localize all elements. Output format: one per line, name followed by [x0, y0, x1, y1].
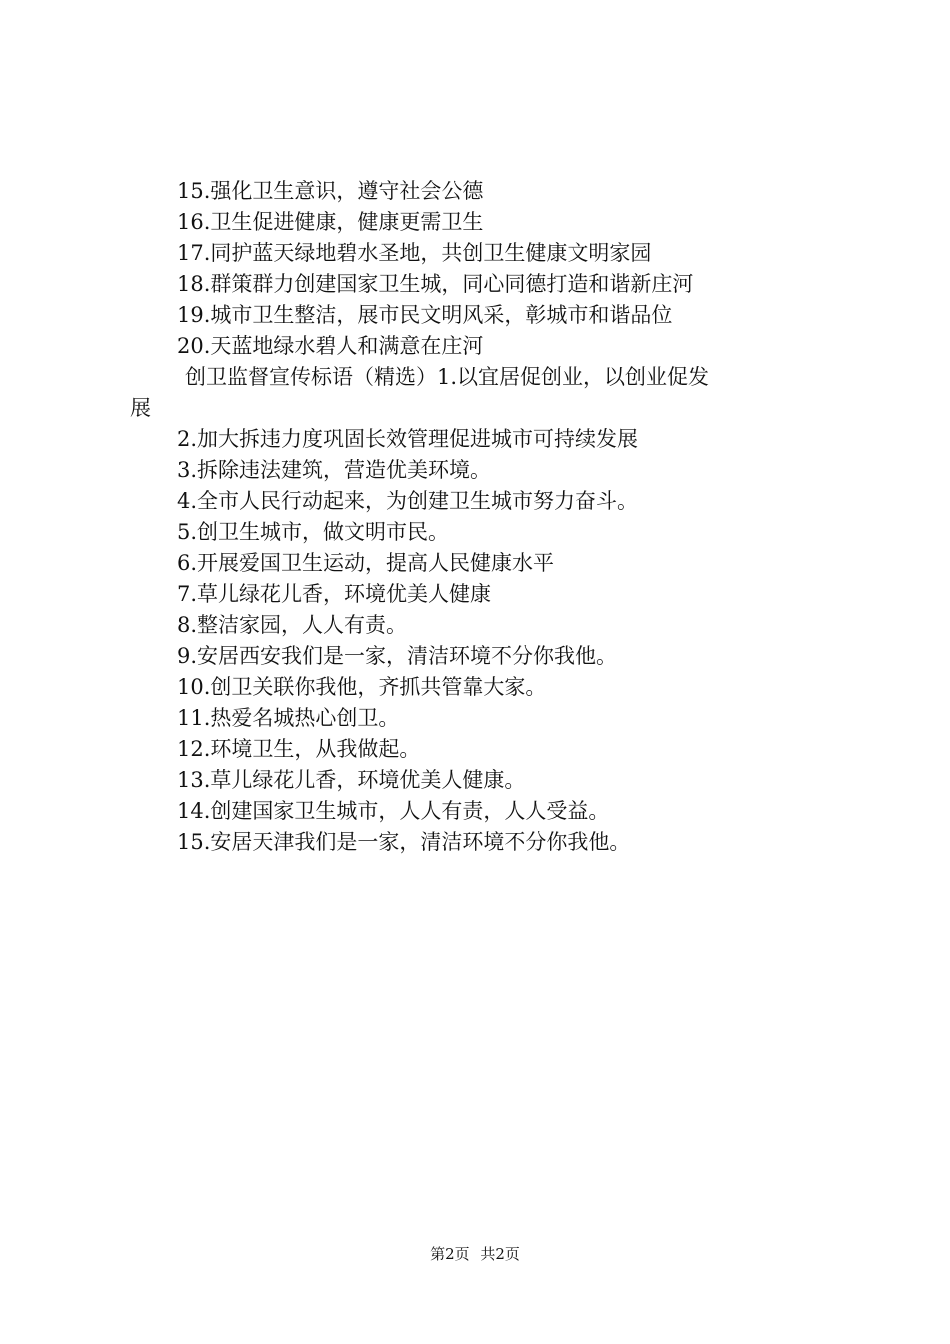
text-line: 10.创卫关联你我他，齐抓共管靠大家。 — [177, 675, 547, 699]
text-line: 3.拆除违法建筑，营造优美环境。 — [177, 458, 492, 482]
section-heading-line: 创卫监督宣传标语（精选）1.以宜居促创业，以创业促发 — [185, 365, 710, 389]
text-line: 12.环境卫生，从我做起。 — [177, 737, 421, 761]
text-line: 9.安居西安我们是一家，清洁环境不分你我他。 — [177, 644, 618, 668]
text-line: 15.安居天津我们是一家，清洁环境不分你我他。 — [177, 830, 631, 854]
text-line: 19.城市卫生整洁，展市民文明风采，彰城市和谐品位 — [177, 303, 673, 327]
text-line: 16.卫生促进健康，健康更需卫生 — [177, 210, 484, 234]
text-line: 13.草儿绿花儿香，环境优美人健康。 — [177, 768, 526, 792]
text-line: 14.创建国家卫生城市，人人有责，人人受益。 — [177, 799, 610, 823]
section-heading-continuation: 展 — [130, 396, 151, 420]
text-line: 4.全市人民行动起来，为创建卫生城市努力奋斗。 — [177, 489, 639, 513]
text-line: 8.整洁家园，人人有责。 — [177, 613, 408, 637]
page-footer — [0, 1244, 950, 1264]
text-line: 17.同护蓝天绿地碧水圣地，共创卫生健康文明家园 — [177, 241, 652, 265]
text-line: 2.加大拆违力度巩固长效管理促进城市可持续发展 — [177, 427, 639, 451]
text-line: 5.创卫生城市，做文明市民。 — [177, 520, 450, 544]
document-body — [130, 176, 830, 858]
text-line: 18.群策群力创建国家卫生城，同心同德打造和谐新庄河 — [177, 272, 694, 296]
text-line: 15.强化卫生意识，遵守社会公德 — [177, 179, 484, 203]
text-line: 6.开展爱国卫生运动，提高人民健康水平 — [177, 551, 555, 575]
text-line: 11.热爱名城热心创卫。 — [177, 706, 400, 730]
text-line: 7.草儿绿花儿香，环境优美人健康 — [177, 582, 492, 606]
text-line: 20.天蓝地绿水碧人和满意在庄河 — [177, 334, 484, 358]
page-total: 共2页 — [480, 1245, 520, 1263]
page-number: 第2页 — [430, 1245, 470, 1263]
